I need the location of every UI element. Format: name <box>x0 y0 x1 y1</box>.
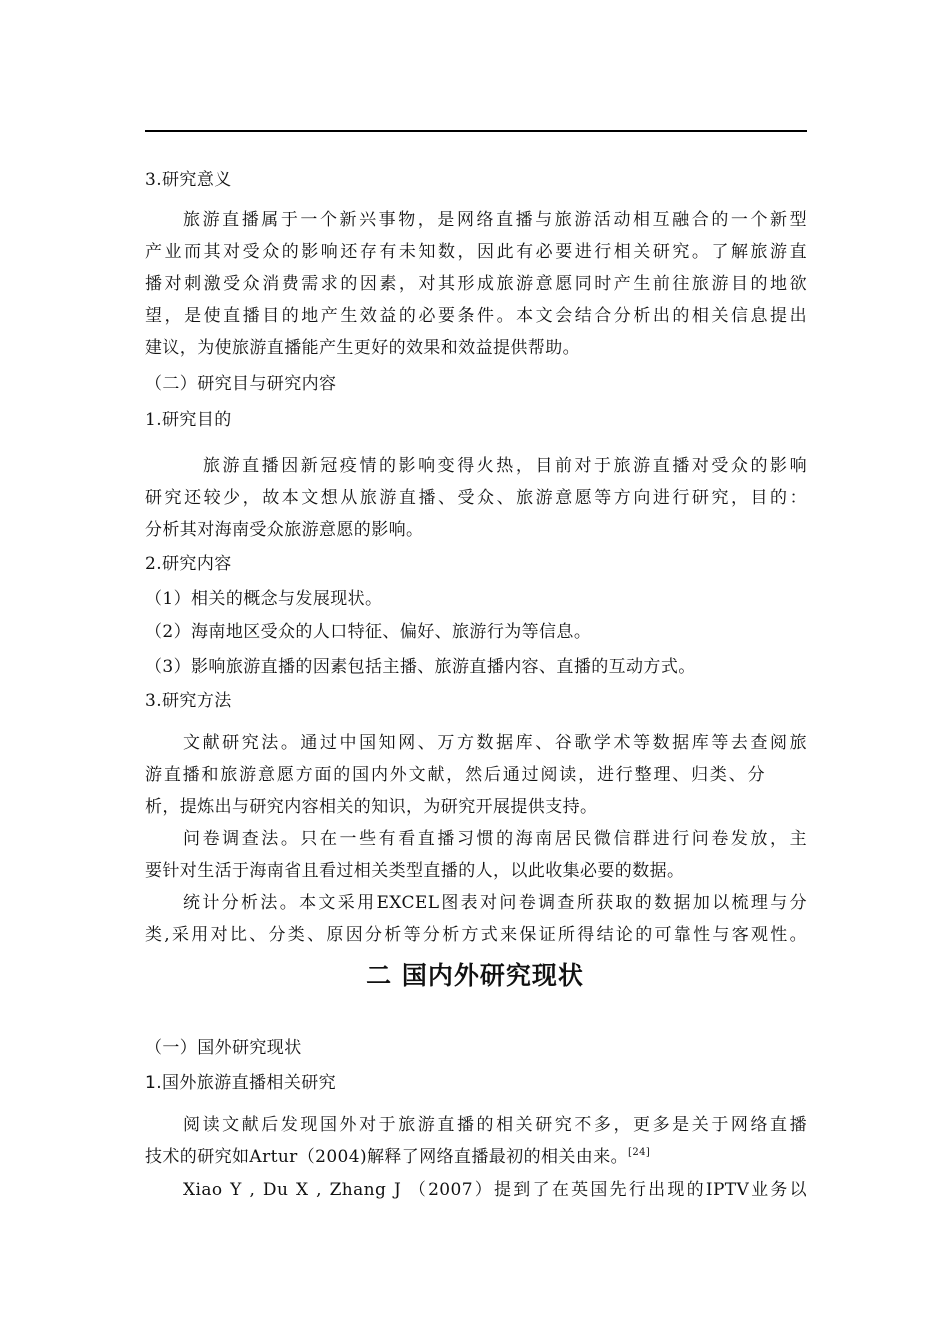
heading-research-method: 3.研究方法 <box>145 691 232 711</box>
list-item: （3）影响旅游直播的因素包括主播、旅游直播内容、直播的互动方式。 <box>145 657 696 677</box>
paragraph-text: 技术的研究如Artur（2004)解释了网络直播最初的相关由来。 <box>145 1147 629 1167</box>
paragraph-line: 游直播和旅游意愿方面的国内外文献，然后通过阅读，进行整理、归类、分 <box>145 765 765 785</box>
paragraph-line: 问卷调查法。只在一些有看直播习惯的海南居民微信群进行问卷发放，主 <box>183 829 807 849</box>
paragraph-line: 建议，为使旅游直播能产生更好的效果和效益提供帮助。 <box>145 338 580 358</box>
heading-research-content: 2.研究内容 <box>145 554 232 574</box>
paragraph-line: 统计分析法。本文采用EXCEL图表对问卷调查所获取的数据加以梳理与分 <box>183 893 807 913</box>
paragraph-line: 类,采用对比、分类、原因分析等分析方式来保证所得结论的可靠性与客观性。 <box>145 925 807 945</box>
paragraph-line <box>145 1145 650 1169</box>
paragraph-line: 产业而其对受众的影响还存有未知数，因此有必要进行相关研究。了解旅游直 <box>145 242 807 262</box>
paragraph-line: 旅游直播因新冠疫情的影响变得火热，目前对于旅游直播对受众的影响 <box>203 456 807 476</box>
paragraph-line: 要针对生活于海南省且看过相关类型直播的人，以此收集必要的数据。 <box>145 861 685 881</box>
heading-foreign-status: （一）国外研究现状 <box>145 1038 302 1058</box>
list-item: （2）海南地区受众的人口特征、偏好、旅游行为等信息。 <box>145 622 592 642</box>
paragraph-line: 研究还较少，故本文想从旅游直播、受众、旅游意愿等方向进行研究，目的： <box>145 488 807 508</box>
citation-ref: [24] <box>628 1147 651 1158</box>
header-rule <box>145 130 807 132</box>
paragraph-line: 旅游直播属于一个新兴事物，是网络直播与旅游活动相互融合的一个新型 <box>183 210 807 230</box>
heading-research-purpose: 1.研究目的 <box>145 410 232 430</box>
list-item: （1）相关的概念与发展现状。 <box>145 589 383 609</box>
heading-foreign-livestream-research: 1.国外旅游直播相关研究 <box>145 1073 337 1093</box>
paragraph-line: 播对刺激受众消费需求的因素，对其形成旅游意愿同时产生前往旅游目的地欲 <box>145 274 807 294</box>
paragraph-line: 望，是使直播目的地产生效益的必要条件。本文会结合分析出的相关信息提出 <box>145 306 807 326</box>
paragraph-line: 阅读文献后发现国外对于旅游直播的相关研究不多，更多是关于网络直播 <box>183 1115 807 1135</box>
paragraph-line: 文献研究法。通过中国知网、万方数据库、谷歌学术等数据库等去查阅旅 <box>183 733 807 753</box>
paragraph-line: Xiao Y , Du X , Zhang J （2007）提到了在英国先行出现的IPTV业务以 <box>183 1180 807 1200</box>
paragraph-line: 析，提炼出与研究内容相关的知识，为研究开展提供支持。 <box>145 797 598 817</box>
paragraph-line: 分析其对海南受众旅游意愿的影响。 <box>145 520 424 540</box>
heading-research-significance: 3.研究意义 <box>145 170 232 190</box>
chapter-heading: 二 国内外研究现状 <box>366 961 584 990</box>
heading-research-purpose-content: （二）研究目与研究内容 <box>145 374 337 394</box>
